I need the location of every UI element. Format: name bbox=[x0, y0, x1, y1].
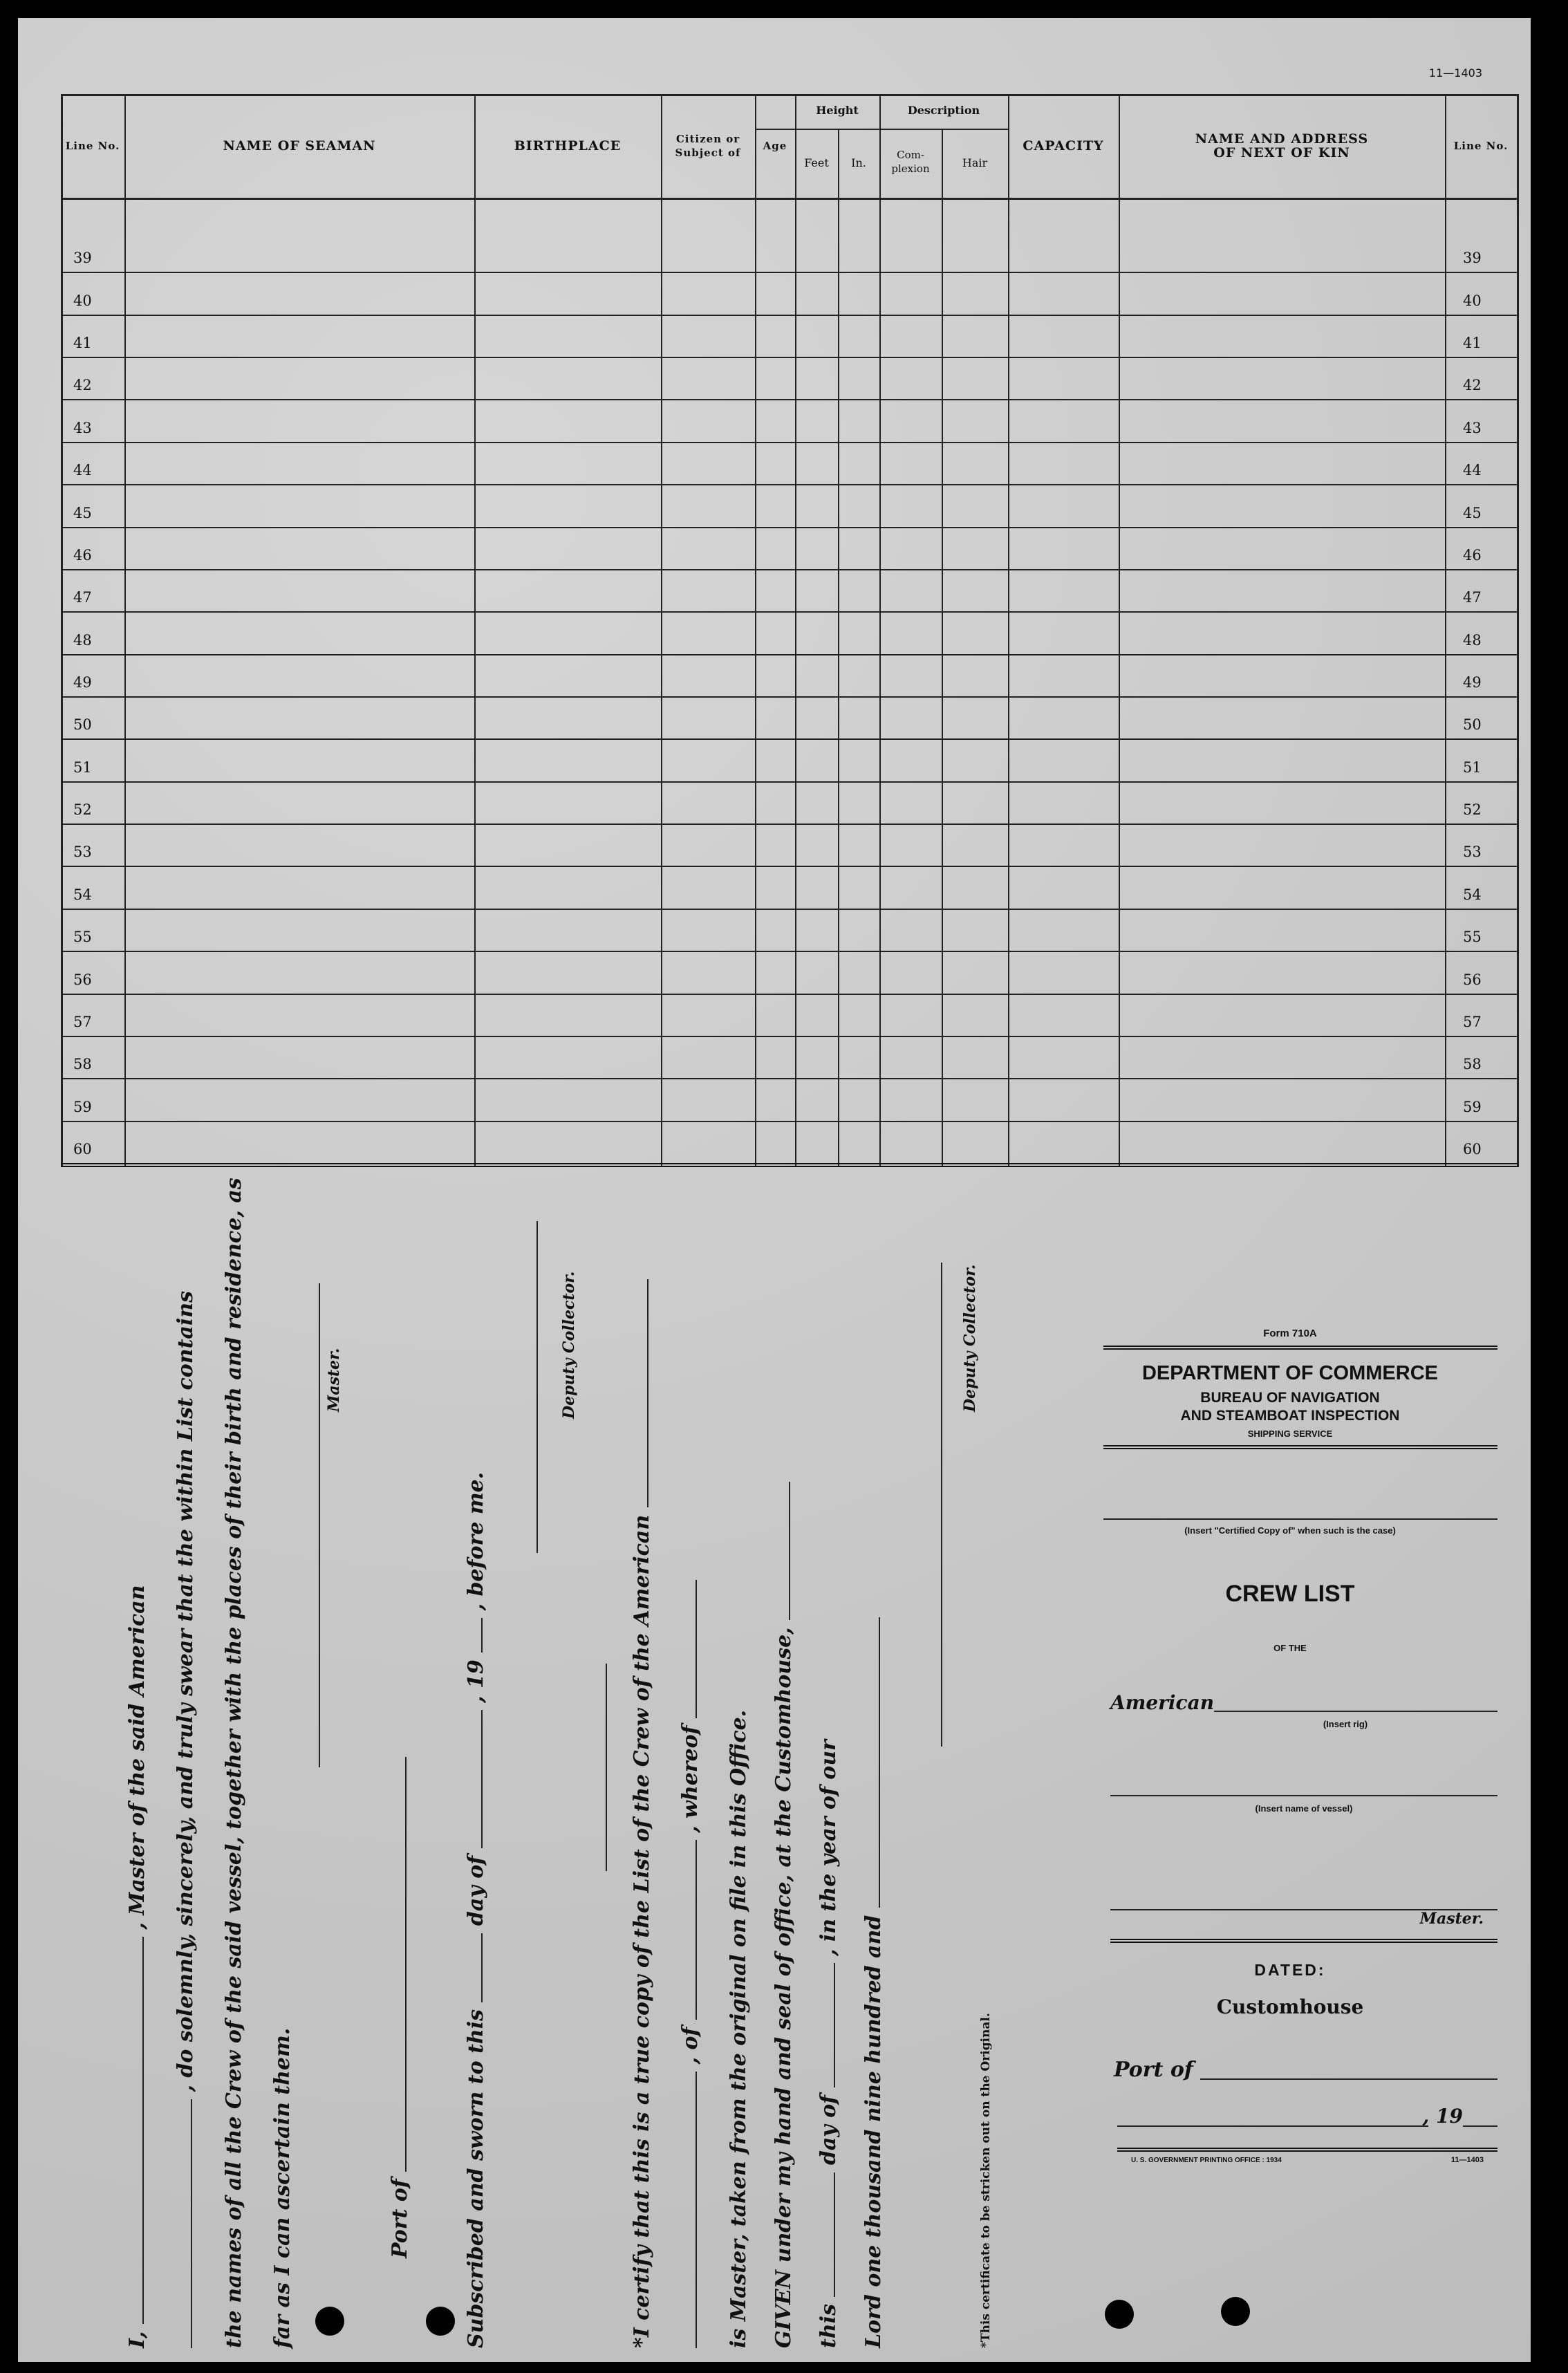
header-hair: Hair bbox=[962, 156, 988, 169]
row-rule bbox=[61, 1078, 1518, 1079]
row-rule bbox=[61, 994, 1518, 995]
line-number-left: 48 bbox=[73, 631, 92, 649]
line-number-left: 59 bbox=[73, 1098, 92, 1115]
panel-rule bbox=[1103, 1445, 1497, 1449]
line-number-left: 45 bbox=[73, 504, 92, 521]
oath-line-4: far as I can ascertain them. bbox=[270, 2027, 295, 2348]
line-number-right: 50 bbox=[1463, 716, 1482, 734]
table-rule bbox=[474, 94, 476, 1167]
table-rule bbox=[1517, 94, 1519, 1167]
line-number-left: 50 bbox=[73, 716, 92, 734]
line-number-right: 51 bbox=[1463, 759, 1482, 776]
oath-subscribed bbox=[463, 1472, 488, 2348]
port-blank bbox=[1200, 2078, 1497, 2080]
day-of-text: day of bbox=[464, 1855, 488, 1926]
table-rule bbox=[879, 94, 881, 1167]
year-blank bbox=[1463, 2125, 1497, 2127]
line-number-left: 42 bbox=[73, 377, 92, 394]
header-line-no-right: Line No. bbox=[1453, 140, 1509, 152]
vessel-name-blank bbox=[1110, 1795, 1497, 1796]
line-number-left: 58 bbox=[73, 1056, 92, 1073]
line-number-left: 56 bbox=[73, 971, 92, 988]
table-rule bbox=[942, 129, 943, 1167]
row-rule bbox=[61, 484, 1518, 485]
header-next-of-kin: NAME AND ADDRESS OF NEXT OF KIN bbox=[1195, 131, 1369, 160]
table-rule bbox=[661, 94, 662, 1167]
oath-master-of: , Master of the said American bbox=[125, 1585, 149, 1930]
row-rule bbox=[61, 866, 1518, 867]
panel-code: 11—1403 bbox=[1450, 2156, 1484, 2164]
insert-vessel-name: (Insert name of vessel) bbox=[1255, 1803, 1353, 1814]
given-line bbox=[771, 1482, 796, 2348]
row-rule bbox=[61, 738, 1518, 740]
lord-text: Lord one thousand nine hundred and bbox=[861, 1915, 886, 2348]
punch-hole bbox=[426, 2307, 455, 2336]
of-the: OF THE bbox=[1273, 1643, 1307, 1653]
line-number-right: 54 bbox=[1463, 886, 1482, 903]
line-number-right: 44 bbox=[1463, 462, 1482, 479]
line-number-left: 55 bbox=[73, 929, 92, 946]
table-rule bbox=[1008, 94, 1009, 1167]
header-height: Height bbox=[816, 104, 859, 117]
cover-panel bbox=[1083, 1318, 1497, 2217]
before-me-text: , before me. bbox=[464, 1471, 488, 1611]
panel-master: Master. bbox=[1419, 1910, 1484, 1928]
whereof-text: , whereof bbox=[678, 1725, 702, 1833]
header-inches: In. bbox=[851, 156, 866, 169]
row-rule bbox=[61, 696, 1518, 698]
table-rule bbox=[61, 1163, 1518, 1167]
header-citizen: Citizen or Subject of bbox=[675, 133, 741, 159]
line-number-right: 45 bbox=[1463, 504, 1482, 521]
oath-line-1 bbox=[124, 1585, 149, 2348]
form-code-top: 11—1403 bbox=[1428, 66, 1482, 80]
line-number-right: 43 bbox=[1463, 419, 1482, 436]
table-rule bbox=[61, 94, 63, 1167]
oath-line-2 bbox=[173, 1291, 198, 2348]
table-rule bbox=[755, 94, 756, 1167]
line-number-left: 46 bbox=[73, 546, 92, 564]
line-number-right: 53 bbox=[1463, 844, 1482, 861]
line-number-right: 42 bbox=[1463, 377, 1482, 394]
line-number-left: 43 bbox=[73, 419, 92, 436]
date-blank bbox=[1117, 2125, 1428, 2127]
row-rule bbox=[61, 315, 1518, 316]
form-number: Form 710A bbox=[1263, 1328, 1317, 1339]
certify-text: *I certify that this is a true copy of the List of the Crew of the American bbox=[630, 1514, 654, 2348]
certify-line bbox=[629, 1279, 654, 2348]
row-rule bbox=[61, 399, 1518, 400]
punch-hole bbox=[315, 2307, 344, 2336]
line-number-right: 55 bbox=[1463, 929, 1482, 946]
row-rule bbox=[61, 569, 1518, 570]
panel-port-of: Port of bbox=[1114, 2058, 1193, 2082]
header-feet: Feet bbox=[804, 156, 829, 169]
subscribed-text: Subscribed and sworn to this bbox=[464, 2009, 488, 2348]
table-rule bbox=[838, 129, 839, 1167]
seal-line bbox=[606, 1664, 607, 1871]
line-number-right: 47 bbox=[1463, 589, 1482, 606]
oath-port-of bbox=[387, 1757, 412, 2258]
dept-commerce: DEPARTMENT OF COMMERCE bbox=[1141, 1362, 1438, 1384]
row-rule bbox=[61, 611, 1518, 613]
panel-rule bbox=[1117, 2148, 1497, 2152]
row-rule bbox=[61, 1121, 1518, 1122]
table-rule bbox=[1445, 94, 1446, 1167]
rig-blank bbox=[1214, 1711, 1497, 1712]
oath-deputy-collector: Deputy Collector. bbox=[560, 1271, 578, 1419]
row-rule bbox=[61, 1036, 1518, 1037]
this-day-line bbox=[816, 1740, 841, 2348]
shipping-service: SHIPPING SERVICE bbox=[1247, 1429, 1333, 1439]
bureau-line-2: AND STEAMBOAT INSPECTION bbox=[1180, 1408, 1400, 1424]
header-complexion: Com-plexion bbox=[891, 149, 930, 175]
insert-cert-note: (Insert "Certified Copy of" when such is the case) bbox=[1184, 1525, 1396, 1536]
oath-master-label: Master. bbox=[325, 1348, 343, 1412]
oath-line-3: the names of all the Crew of the said vessel, together with the places of their birth and residence, as bbox=[222, 1178, 246, 2348]
line-number-right: 52 bbox=[1463, 801, 1482, 819]
line-number-right: 56 bbox=[1463, 971, 1482, 988]
row-rule bbox=[61, 909, 1518, 910]
is-master-line: is Master, taken from the original on file in this Office. bbox=[727, 1709, 751, 2348]
line-number-left: 53 bbox=[73, 844, 92, 861]
panel-year19: , 19 bbox=[1422, 2105, 1463, 2128]
port-of-label: Port of bbox=[388, 2179, 412, 2258]
line-number-left: 52 bbox=[73, 801, 92, 819]
line-number-left: 60 bbox=[73, 1141, 92, 1157]
footnote: *This certificate to be stricken out on the Original. bbox=[979, 2013, 993, 2348]
row-rule bbox=[61, 527, 1518, 528]
line-number-right: 59 bbox=[1463, 1098, 1482, 1115]
table-rule bbox=[795, 94, 796, 1167]
punch-hole bbox=[1105, 2300, 1134, 2329]
line-number-left: 57 bbox=[73, 1013, 92, 1030]
deputy-signature-line-2 bbox=[941, 1263, 942, 1747]
table-rule bbox=[1119, 94, 1120, 1167]
insert-rig: (Insert rig) bbox=[1323, 1719, 1368, 1729]
header-line-no: Line No. bbox=[65, 140, 120, 152]
oath-i: I, bbox=[125, 2331, 149, 2348]
table-rule bbox=[61, 198, 1518, 200]
row-rule bbox=[61, 272, 1518, 273]
header-age: Age bbox=[763, 140, 787, 152]
line-number-left: 49 bbox=[73, 674, 92, 691]
row-rule bbox=[61, 442, 1518, 443]
line-number-right: 48 bbox=[1463, 631, 1482, 649]
deputy-signature-line bbox=[536, 1221, 538, 1553]
line-number-right: 58 bbox=[1463, 1056, 1482, 1073]
line-number-left: 39 bbox=[73, 250, 92, 267]
crew-list-title: CREW LIST bbox=[1225, 1581, 1355, 1607]
master-signature-line bbox=[319, 1283, 320, 1767]
line-number-right: 40 bbox=[1463, 292, 1482, 309]
deputy-collector-2: Deputy Collector. bbox=[961, 1264, 979, 1412]
oath-swear: , do solemnly, sincerely, and truly swear that the within List contains bbox=[174, 1291, 198, 2092]
line-number-left: 54 bbox=[73, 886, 92, 903]
line-number-right: 46 bbox=[1463, 546, 1482, 564]
bureau-line-1: BUREAU OF NAVIGATION bbox=[1200, 1390, 1380, 1406]
in-the-year-text: , in the year of our bbox=[816, 1740, 841, 1956]
crew-table bbox=[61, 94, 1518, 1167]
line-number-left: 41 bbox=[73, 335, 92, 352]
punch-hole bbox=[1221, 2297, 1250, 2326]
line-number-right: 57 bbox=[1463, 1013, 1482, 1030]
header-capacity: CAPACITY bbox=[1023, 138, 1104, 153]
printing-office: U. S. GOVERNMENT PRINTING OFFICE : 1934 bbox=[1131, 2157, 1282, 2164]
header-description: Description bbox=[907, 104, 980, 117]
line-number-right: 49 bbox=[1463, 674, 1482, 691]
line-number-left: 51 bbox=[73, 759, 92, 776]
oath-block bbox=[122, 1178, 1041, 2348]
row-rule bbox=[61, 654, 1518, 655]
certify-of-line bbox=[678, 1580, 702, 2348]
row-rule bbox=[61, 357, 1518, 358]
line-number-left: 44 bbox=[73, 462, 92, 479]
cert-copy-blank bbox=[1103, 1518, 1497, 1520]
day-of-text-2: day of bbox=[816, 2094, 841, 2166]
header-name-of-seaman: NAME OF SEAMAN bbox=[223, 138, 376, 153]
header-birthplace: BIRTHPLACE bbox=[514, 138, 622, 153]
dated-label: DATED: bbox=[1254, 1961, 1326, 1979]
panel-rule bbox=[1110, 1939, 1497, 1943]
of-text: , of bbox=[678, 2027, 702, 2065]
customhouse-label: Customhouse bbox=[1216, 1995, 1364, 2018]
panel-rule bbox=[1103, 1346, 1497, 1350]
crew-list-form bbox=[18, 18, 1531, 2362]
lord-line bbox=[861, 1617, 886, 2348]
this-text: this bbox=[816, 2304, 841, 2348]
line-number-right: 39 bbox=[1463, 250, 1482, 267]
american-label: American bbox=[1110, 1691, 1215, 1714]
line-number-right: 41 bbox=[1463, 335, 1482, 352]
line-number-left: 47 bbox=[73, 589, 92, 606]
row-rule bbox=[61, 823, 1518, 825]
line-number-left: 40 bbox=[73, 292, 92, 309]
row-rule bbox=[61, 951, 1518, 952]
row-rule bbox=[61, 781, 1518, 783]
line-number-right: 60 bbox=[1463, 1141, 1482, 1157]
table-rule bbox=[124, 94, 126, 1167]
given-text: GIVEN under my hand and seal of office, at the Customhouse, bbox=[772, 1627, 796, 2348]
year19-text: , 19 bbox=[464, 1659, 488, 1703]
